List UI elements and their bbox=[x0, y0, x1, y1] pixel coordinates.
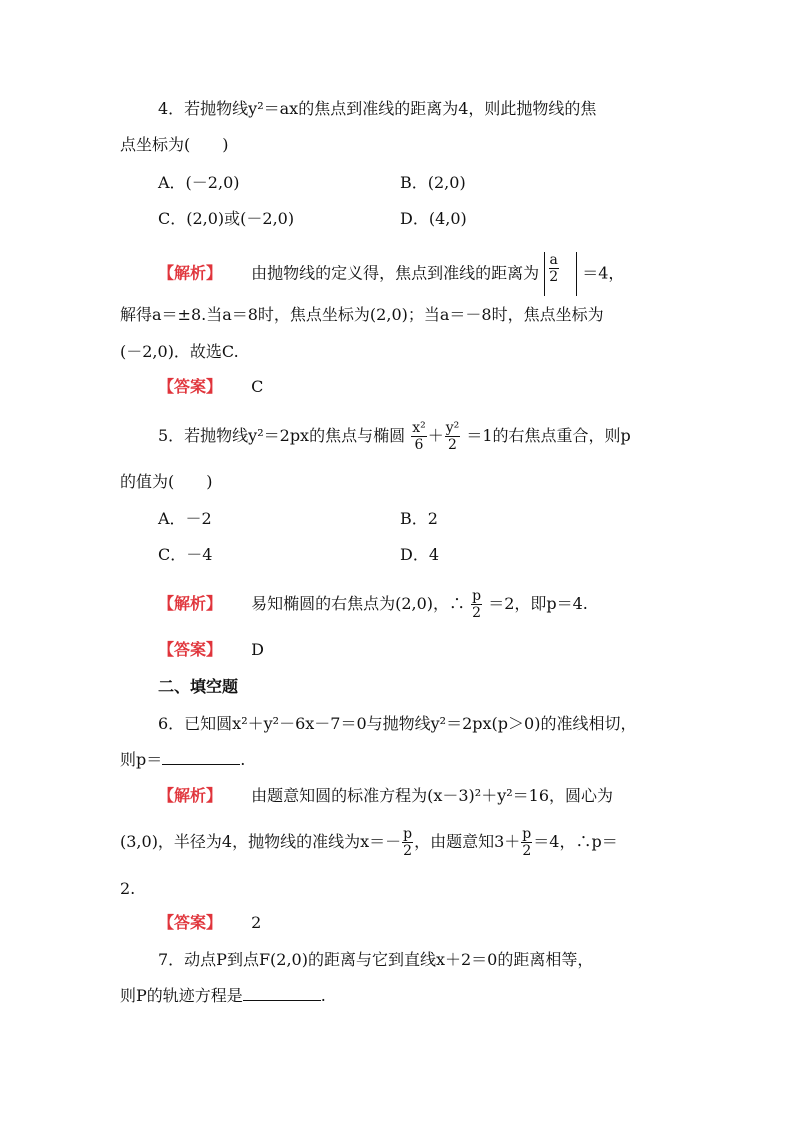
q6-stem-line1: 6．已知圆x²＋y²－6x－7＝0与抛物线y²＝2px(p＞0)的准线相切， bbox=[158, 714, 637, 733]
q6-answer bbox=[158, 912, 261, 934]
fraction-denominator: 2 bbox=[522, 843, 532, 859]
q6-analysis-text: 由题意知圆的标准方程为(x－3)²＋y²＝16，圆心为 bbox=[251, 786, 614, 805]
q6-stem-line2 bbox=[120, 749, 245, 771]
absolute-value-bars bbox=[544, 252, 577, 296]
q5-stem-line1 bbox=[158, 420, 631, 453]
analysis-tag: 【解析】 bbox=[158, 594, 223, 613]
q4-analysis-line2: 解得a＝±8.当a＝8时，焦点坐标为(2,0)；当a＝－8时，焦点坐标为 bbox=[120, 305, 604, 324]
answer-value: 2 bbox=[251, 913, 262, 932]
answer-value: C bbox=[251, 377, 264, 396]
q5-analysis-text-end: ＝2，即p＝4. bbox=[488, 594, 588, 613]
fraction-numerator: a bbox=[549, 252, 558, 268]
q5-option-b: B．2 bbox=[400, 509, 438, 528]
q4-option-d: D．(4,0) bbox=[400, 209, 467, 228]
q5-stem-text: 5．若抛物线y²＝2px的焦点与椭圆 bbox=[158, 426, 406, 445]
fraction bbox=[548, 252, 559, 285]
q4-answer bbox=[158, 376, 263, 398]
q4-analysis-text: 由抛物线的定义得，焦点到准线的距离为 bbox=[251, 263, 540, 283]
answer-tag: 【答案】 bbox=[158, 377, 223, 396]
fraction-numerator: p bbox=[403, 826, 413, 842]
q6-analysis-line1 bbox=[158, 785, 613, 807]
q7-stem-period: . bbox=[320, 986, 326, 1005]
answer-blank bbox=[162, 750, 240, 765]
q6-analysis-text-c: ＝4，∴p＝ bbox=[533, 832, 618, 851]
q6-stem-period: . bbox=[240, 750, 246, 769]
fraction-numerator: y² bbox=[445, 420, 460, 436]
q5-analysis bbox=[158, 588, 588, 621]
q4-stem-line1: 4．若抛物线y²＝ax的焦点到准线的距离为4，则此抛物线的焦 bbox=[158, 99, 597, 118]
q4-analysis-line3: (－2,0)．故选C. bbox=[120, 342, 239, 361]
fraction bbox=[521, 826, 532, 859]
fraction bbox=[402, 826, 413, 859]
q4-option-b: B．(2,0) bbox=[400, 173, 466, 192]
q4-analysis-text-end: ＝4， bbox=[582, 263, 625, 283]
fraction-numerator: p bbox=[472, 588, 482, 604]
fraction-denominator: 6 bbox=[414, 437, 424, 453]
fraction-denominator: 2 bbox=[472, 605, 482, 621]
fraction bbox=[471, 588, 482, 621]
q5-stem-line2: 的值为( ) bbox=[120, 472, 213, 491]
q7-stem-line2 bbox=[120, 985, 326, 1007]
q5-option-c: C．－4 bbox=[158, 545, 213, 564]
q4-option-a: A．(－2,0) bbox=[158, 173, 240, 192]
answer-tag: 【答案】 bbox=[158, 913, 223, 932]
fraction-numerator: p bbox=[522, 826, 532, 842]
fraction bbox=[411, 420, 427, 453]
q5-answer bbox=[158, 639, 264, 661]
q4-stem-line2: 点坐标为( ) bbox=[120, 135, 229, 154]
fraction bbox=[445, 420, 461, 453]
fraction-denominator: 2 bbox=[549, 269, 559, 285]
answer-value: D bbox=[251, 640, 264, 659]
q5-option-d: D．4 bbox=[400, 545, 440, 564]
fraction-denominator: 2 bbox=[448, 437, 457, 453]
q4-option-c: C．(2,0)或(－2,0) bbox=[158, 209, 295, 228]
analysis-tag: 【解析】 bbox=[158, 263, 223, 283]
section-title: 二、填空题 bbox=[158, 677, 239, 696]
q6-analysis-line3: 2. bbox=[120, 879, 136, 898]
q5-stem-text-end: ＝1的右焦点重合，则p bbox=[466, 426, 631, 445]
q6-analysis-line2 bbox=[120, 826, 618, 859]
q5-option-a: A．－2 bbox=[158, 509, 212, 528]
plus-sign: ＋ bbox=[427, 426, 444, 445]
fraction-numerator: x² bbox=[412, 420, 426, 436]
answer-blank bbox=[243, 986, 321, 1001]
q7-stem-text: 则P的轨迹方程是 bbox=[120, 986, 243, 1005]
fraction-denominator: 2 bbox=[403, 843, 413, 859]
q7-stem-line1: 7．动点P到点F(2,0)的距离与它到直线x＋2＝0的距离相等， bbox=[158, 950, 594, 969]
q6-analysis-text-a: (3,0)，半径为4，抛物线的准线为x＝－ bbox=[120, 832, 402, 851]
answer-tag: 【答案】 bbox=[158, 640, 223, 659]
q5-analysis-text: 易知椭圆的右焦点为(2,0)，∴ bbox=[251, 594, 466, 613]
q4-analysis-line1 bbox=[158, 252, 624, 296]
analysis-tag: 【解析】 bbox=[158, 786, 223, 805]
q6-stem-text: 则p＝ bbox=[120, 750, 163, 769]
q6-analysis-text-b: ，由题意知3＋ bbox=[414, 832, 521, 851]
